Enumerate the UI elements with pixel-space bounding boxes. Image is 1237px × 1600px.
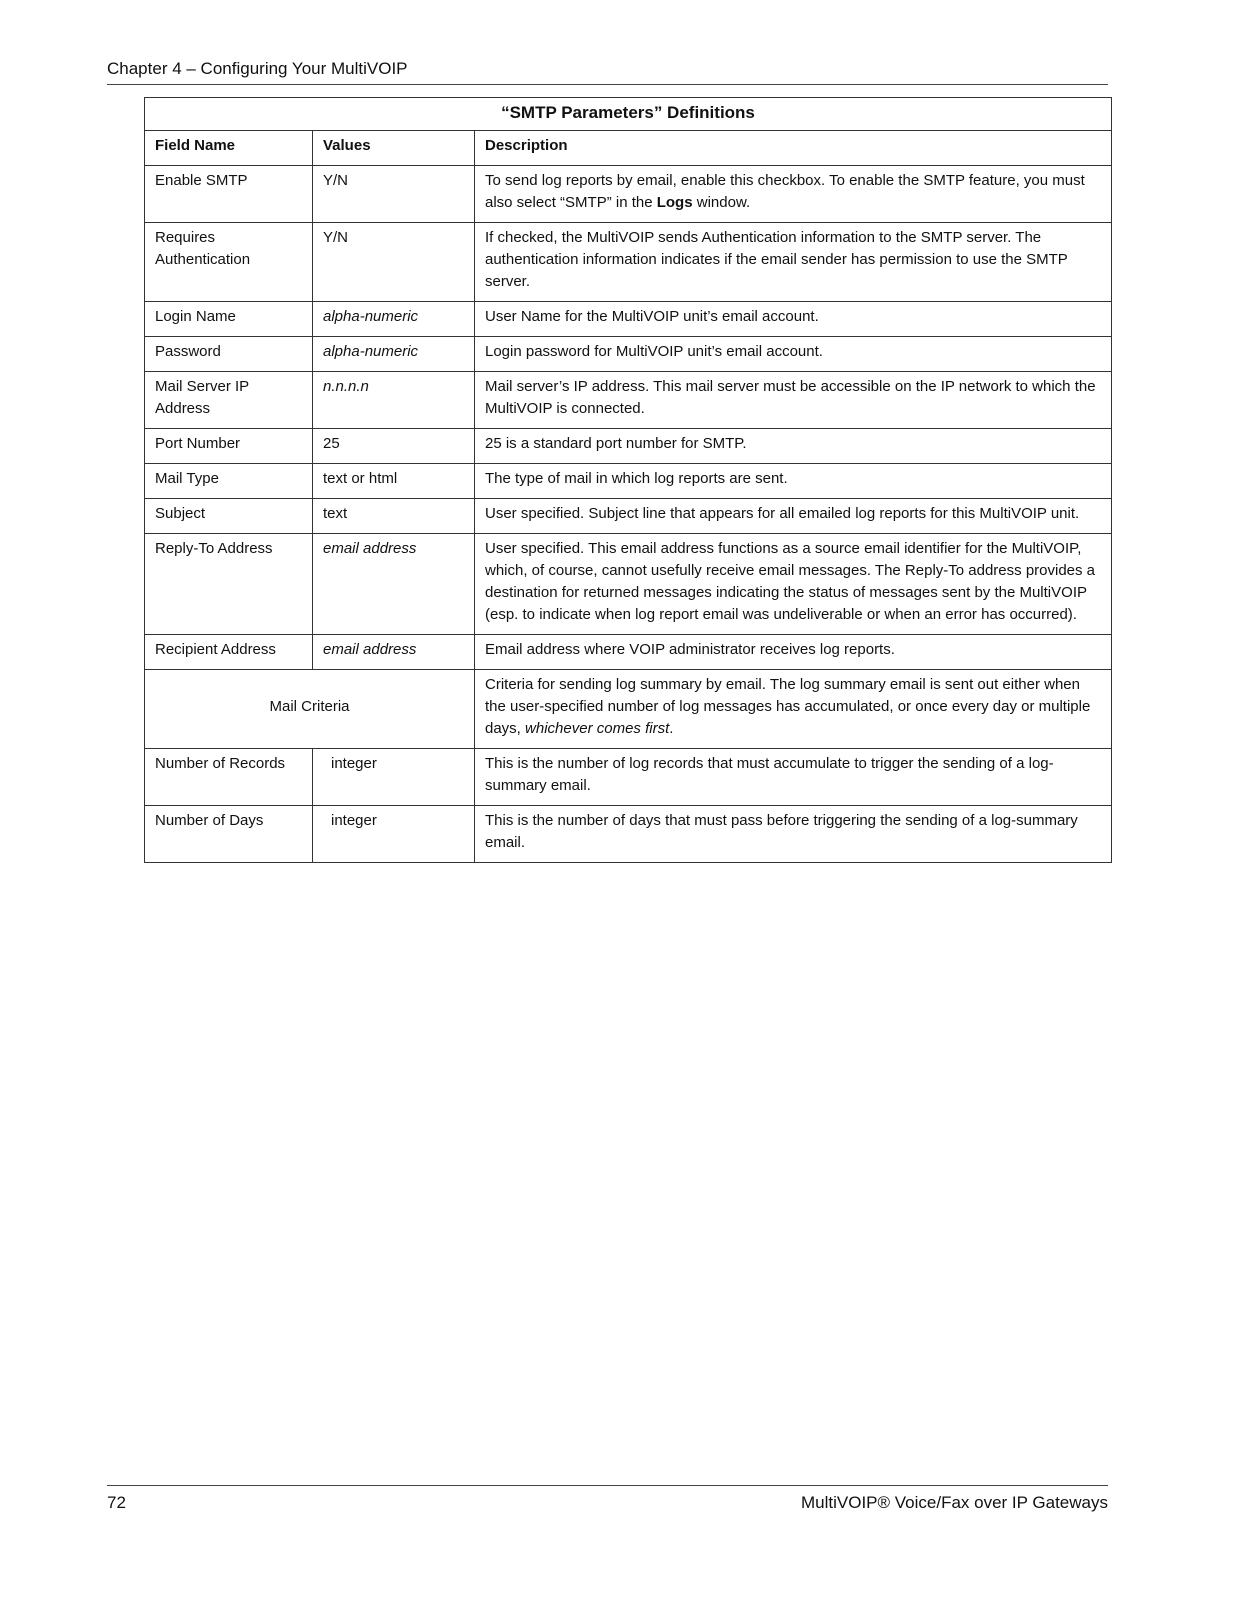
field-name: Number of Days [145, 806, 313, 863]
field-name: Enable SMTP [145, 166, 313, 223]
description-text: window. [692, 194, 751, 211]
field-name: Requires Authentication [145, 223, 313, 302]
field-value: text [313, 499, 475, 534]
field-description: The type of mail in which log reports are sent. [475, 464, 1112, 499]
column-header-description: Description [475, 131, 1112, 166]
field-value: email address [313, 534, 475, 635]
page-number: 72 [107, 1493, 126, 1512]
field-description: This is the number of log records that must accumulate to trigger the sending of a log-summary email. [475, 749, 1112, 806]
smtp-parameters-table [144, 97, 1112, 863]
field-name: Mail Server IP Address [145, 372, 313, 429]
emphasis-text: whichever comes first [525, 720, 670, 737]
mail-criteria-description [475, 670, 1112, 749]
table-row [145, 464, 1112, 499]
field-description: This is the number of days that must pass before triggering the sending of a log-summary email. [475, 806, 1112, 863]
field-value: Y/N [313, 166, 475, 223]
page-footer [107, 1485, 1108, 1514]
field-description: Email address where VOIP administrator receives log reports. [475, 635, 1112, 670]
field-description: Mail server’s IP address. This mail server must be accessible on the IP network to which the MultiVOIP is connected. [475, 372, 1112, 429]
table-row [145, 749, 1112, 806]
table-row [145, 534, 1112, 635]
field-value: alpha-numeric [313, 302, 475, 337]
table-row [145, 223, 1112, 302]
mail-criteria-row [145, 670, 1112, 749]
field-name: Login Name [145, 302, 313, 337]
field-description [475, 166, 1112, 223]
table-caption-row [145, 98, 1112, 131]
field-value: n.n.n.n [313, 372, 475, 429]
field-value: Y/N [313, 223, 475, 302]
table-row [145, 302, 1112, 337]
field-description: 25 is a standard port number for SMTP. [475, 429, 1112, 464]
logs-window-name: Logs [656, 194, 693, 211]
table-row [145, 499, 1112, 534]
field-description: User specified. This email address functions as a source email identifier for the MultiVOIP, which, of course, cannot usefully receive email messages. The Reply-To address provides a destination for returned messages indicating the status of messages sent by the MultiVOIP (esp. to indicate when log report email was undeliverable or when an error has occurred). [475, 534, 1112, 635]
table-header-row [145, 131, 1112, 166]
table-caption: “SMTP Parameters” Definitions [145, 98, 1112, 131]
table-row [145, 166, 1112, 223]
field-description: User Name for the MultiVOIP unit’s email account. [475, 302, 1112, 337]
field-name: Mail Type [145, 464, 313, 499]
description-text: Criteria for sending log summary by email. The log summary email is sent out either when the user-specified number of log messages has accumulated, or once every day or multiple days, [485, 676, 1091, 737]
mail-criteria-label: Mail Criteria [145, 670, 475, 749]
field-description: Login password for MultiVOIP unit’s email account. [475, 337, 1112, 372]
table-row [145, 429, 1112, 464]
field-value: integer [313, 806, 475, 863]
field-description: If checked, the MultiVOIP sends Authentication information to the SMTP server. The authentication information indicates if the email sender has permission to use the SMTP server. [475, 223, 1112, 302]
column-header-field-name: Field Name [145, 131, 313, 166]
field-description: User specified. Subject line that appears for all emailed log reports for this MultiVOIP unit. [475, 499, 1112, 534]
table-row [145, 635, 1112, 670]
table-row [145, 337, 1112, 372]
field-name: Password [145, 337, 313, 372]
page-header [107, 58, 1108, 85]
field-value: email address [313, 635, 475, 670]
field-value: text or html [313, 464, 475, 499]
field-name: Recipient Address [145, 635, 313, 670]
description-text: . [669, 720, 674, 737]
field-name: Reply-To Address [145, 534, 313, 635]
table-row [145, 806, 1112, 863]
field-value: alpha-numeric [313, 337, 475, 372]
column-header-values: Values [313, 131, 475, 166]
field-name: Port Number [145, 429, 313, 464]
document-title: MultiVOIP® Voice/Fax over IP Gateways [801, 1493, 1108, 1512]
chapter-title: Chapter 4 – Configuring Your MultiVOIP [107, 59, 408, 78]
description-text: To send log reports by email, enable this checkbox. To enable the SMTP feature, you must also select “SMTP” in the [485, 172, 1085, 211]
field-value: integer [313, 749, 475, 806]
table-row [145, 372, 1112, 429]
field-name: Subject [145, 499, 313, 534]
field-name: Number of Records [145, 749, 313, 806]
field-value: 25 [313, 429, 475, 464]
